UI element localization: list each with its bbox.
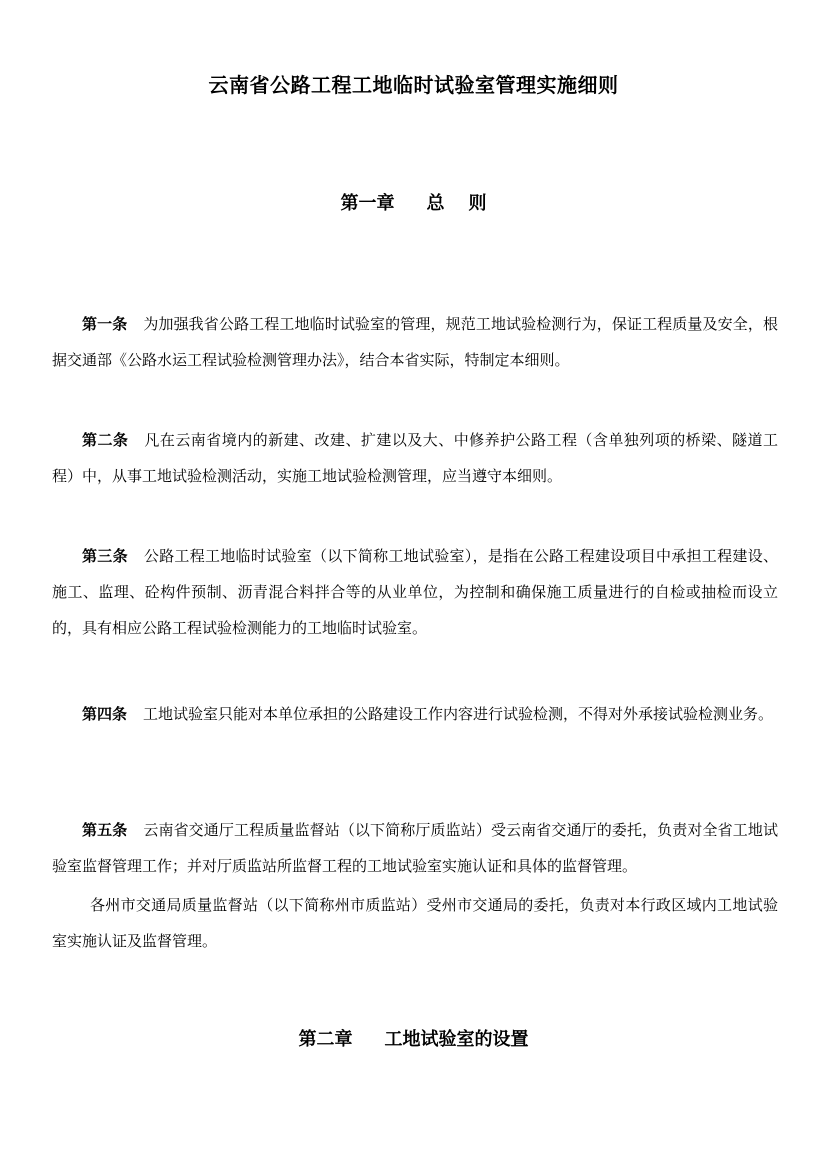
chapter-heading-1: [0, 191, 827, 217]
article-text: 公路工程工地临时试验室（以下简称工地试验室），是指在公路工程建设项目中承担工程建设、施工、监理、砼构件预制、沥青混合料拌合等的从业单位，为控制和确保施工质量进行的自检或抽检而设立的，具有相应公路工程试验检测能力的工地临时试验室。: [52, 547, 778, 637]
chapter-heading-2: [0, 1027, 827, 1053]
article-text: 工地试验室只能对本单位承担的公路建设工作内容进行试验检测，不得对外承接试验检测业务。: [143, 705, 774, 723]
article-paragraph: [52, 812, 778, 884]
article-text: 为加强我省公路工程工地临时试验室的管理，规范工地试验检测行为，保证工程质量及安全，根据交通部《公路水运工程试验检测管理办法》，结合本省实际，特制定本细则。: [52, 315, 778, 369]
chapter-number: 第一章: [340, 193, 395, 214]
article-paragraph: [52, 306, 778, 378]
chapter-name: 总则: [426, 193, 511, 214]
chapter-number: 第二章: [298, 1029, 353, 1050]
article-paragraph: [52, 696, 778, 732]
article-text: 凡在云南省境内的新建、改建、扩建以及大、中修养护公路工程（含单独列项的桥梁、隧道工程）中，从事工地试验检测活动，实施工地试验检测管理，应当遵守本细则。: [52, 431, 778, 485]
article-label: 第一条: [82, 315, 128, 333]
article-continuation: 各州市交通局质量监督站（以下简称州市质监站）受州市交通局的委托，负责对本行政区域内工地试验室实施认证及监督管理。: [52, 896, 778, 950]
article-text: 云南省交通厅工程质量监督站（以下简称厅质监站）受云南省交通厅的委托，负责对全省工地试验室监督管理工作；并对厅质监站所监督工程的工地试验室实施认证和具体的监督管理。: [52, 821, 778, 875]
article-label: 第三条: [82, 547, 128, 565]
chapter-name: 工地试验室的设置: [384, 1029, 529, 1050]
article-label: 第五条: [82, 821, 128, 839]
article-label: 第二条: [82, 431, 129, 449]
article-label: 第四条: [82, 705, 128, 723]
article-paragraph: [52, 538, 778, 646]
document-title: 云南省公路工程工地临时试验室管理实施细则: [208, 73, 619, 97]
article-paragraph: [52, 422, 778, 494]
